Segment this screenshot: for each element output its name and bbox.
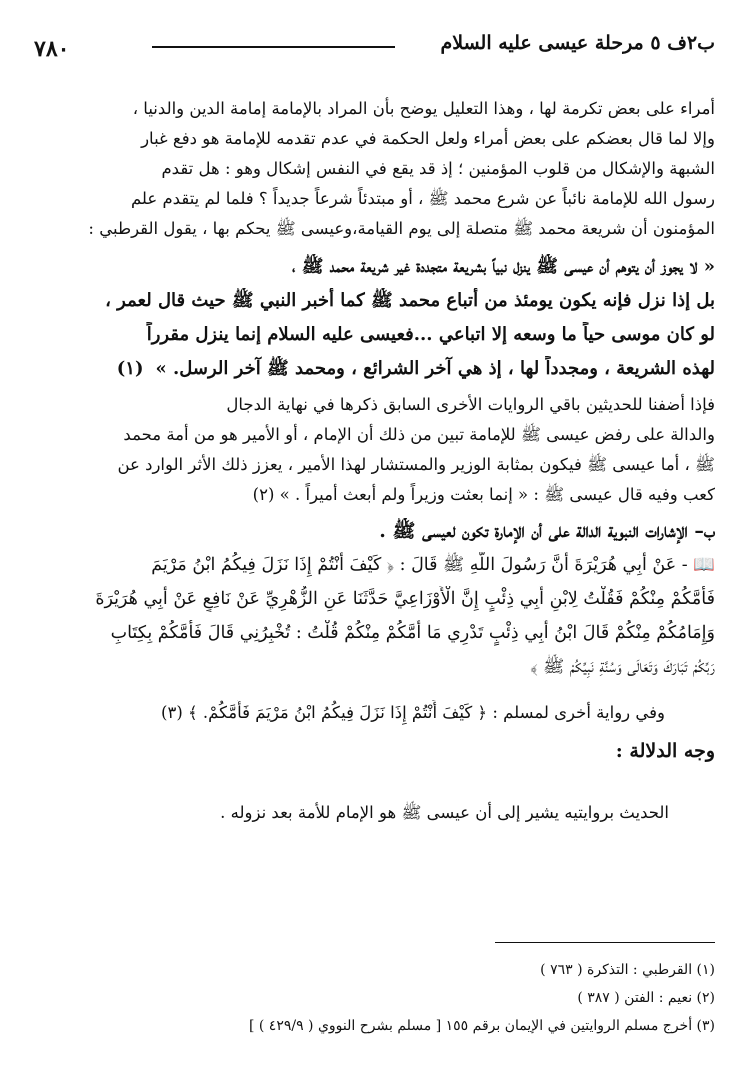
footnote: (٢) نعيم : الفتن ( ٣٨٧ ) [577,990,715,1006]
quote-line: « لا يجوز أن يتوهم أن عيسى ﷺ ينزل نبياً بشريعة متجددة غير شريعة محمد ﷺ ، [292,256,715,277]
body-line: رسول الله للإمامة نائباً عن شرع محمد ﷺ ، أو مبتدئاً شرعاً جديداً ؟ فلما لم يتقدم علم [130,189,715,208]
body-line: والدالة على رفض عيسى ﷺ للإمامة تبين من ذلك أن الإمام ، أو الأمير هو من أمة محمد [123,425,715,444]
quote-text: لهذه الشريعة ، ومجدداً لها ، إذ هي آخر الشرائع ، ومحمد ﷺ آخر الرسل. » [155,358,715,379]
quote-line [60,356,715,382]
body-line: كعب وفيه قال عيسى ﷺ : « إنما بعثت وزيراً ولم أبعث أميراً . » (٢) [252,485,715,504]
footnote: (١) القرطبي : التذكرة ( ٧٦٣ ) [540,962,715,978]
body-line: المؤمنون أن شريعة محمد ﷺ متصلة إلى يوم القيامة،وعيسى ﷺ يحكم بها ، يقول القرطبي : [88,219,715,238]
page-number: ٧٨٠ [34,36,70,62]
chapter-title: ب٢ف ٥ مرحلة عيسى عليه السلام [440,32,715,54]
subheading: وجه الدلالة : [615,740,715,762]
footnote: (٣) أخرج مسلم الروايتين في الإيمان برقم ١٥٥ [ مسلم بشرح النووي ( ٤٢٩/٩ ) ] [248,1018,715,1034]
body-line: الشبهة والإشكال من قلوب المؤمنين ؛ إذ قد يقع في النفس إشكال وهو : هل تقدم [161,159,715,178]
quote-line: بل إذا نزل فإنه يكون يومئذ من أتباع محمد ﷺ كما أخبر النبي ﷺ حيث قال لعمر ، [105,290,715,311]
body-line: وإلا لما قال بعضكم على بعض أمراء ولعل الحكمة في عدم تقدمه للإمامة هو دفع غبار [141,129,715,148]
hadith-line: وَإِمَامُكُمْ مِنْكُمْ قَالَ ابْنُ أَبِي ذِئْبٍ تَدْرِي مَا أَمَّكُمْ مِنْكُمْ قُلْتُ : تُخْبِرُنِي قَالَ فَأَمَّكُمْ بِكِتَابِ [110,623,715,643]
footnote-rule [495,942,715,943]
hadith-line: رَبِّكُمْ تَبَارَكَ وَتَعَالَى وَسُنَّةِ نَبِيِّكُمْ ﷺ ﴾ [530,657,715,677]
running-header [34,30,715,66]
hadith-line: فَأَمَّكُمْ مِنْكُمْ فَقُلْتُ لِابْنِ أَبِي ذِئْبٍ إِنَّ الْأَوْزَاعِيَّ حَدَّثَنَا عَنِ الزُّهْرِيِّ عَنْ نَافِعٍ عَنْ أَبِي هُرَيْرَةَ [95,589,715,609]
header-rule [152,46,395,48]
section-heading: ب– الإشارات النبوية الدالة على أن الإمارة تكون لعيسى ﷺ . [379,520,715,542]
footnote-ref: (١) [116,358,144,379]
conclusion-line: الحديث بروايتيه يشير إلى أن عيسى ﷺ هو الإمام للأمة بعد نزوله . [220,803,669,822]
hadith-line: 📖 - عَنْ أَبِي هُرَيْرَةَ أَنَّ رَسُولَ اللَّهِ ﷺ قَالَ : ﴿ كَيْفَ أَنْتُمْ إِذَا نَزَلَ فِيكُمُ ابْنُ مَرْيَمَ [151,555,715,575]
body-line: أمراء على بعض تكرمة لها ، وهذا التعليل يوضح بأن المراد بالإمامة إمامة الدين والدنيا ، [132,99,715,118]
body-line: فإذا أضفنا للحديثين باقي الروايات الأخرى السابق ذكرها في نهاية الدجال [226,395,715,414]
quote-line: لو كان موسى حياً ما وسعه إلا اتباعي ...فعيسى عليه السلام إنما ينزل مقرراً [146,324,715,345]
muslim-narration: وفي رواية أخرى لمسلم : ﴿ كَيْفَ أَنْتُمْ إِذَا نَزَلَ فِيكُمُ ابْنُ مَرْيَمَ فَأَمَّكُمْ. ﴾ (٣) [161,703,665,722]
body-line: ﷺ ، أما عيسى ﷺ فيكون بمثابة الوزير والمستشار لهذا الأمير ، يعزز ذلك الأثر الوارد عن [117,455,715,474]
